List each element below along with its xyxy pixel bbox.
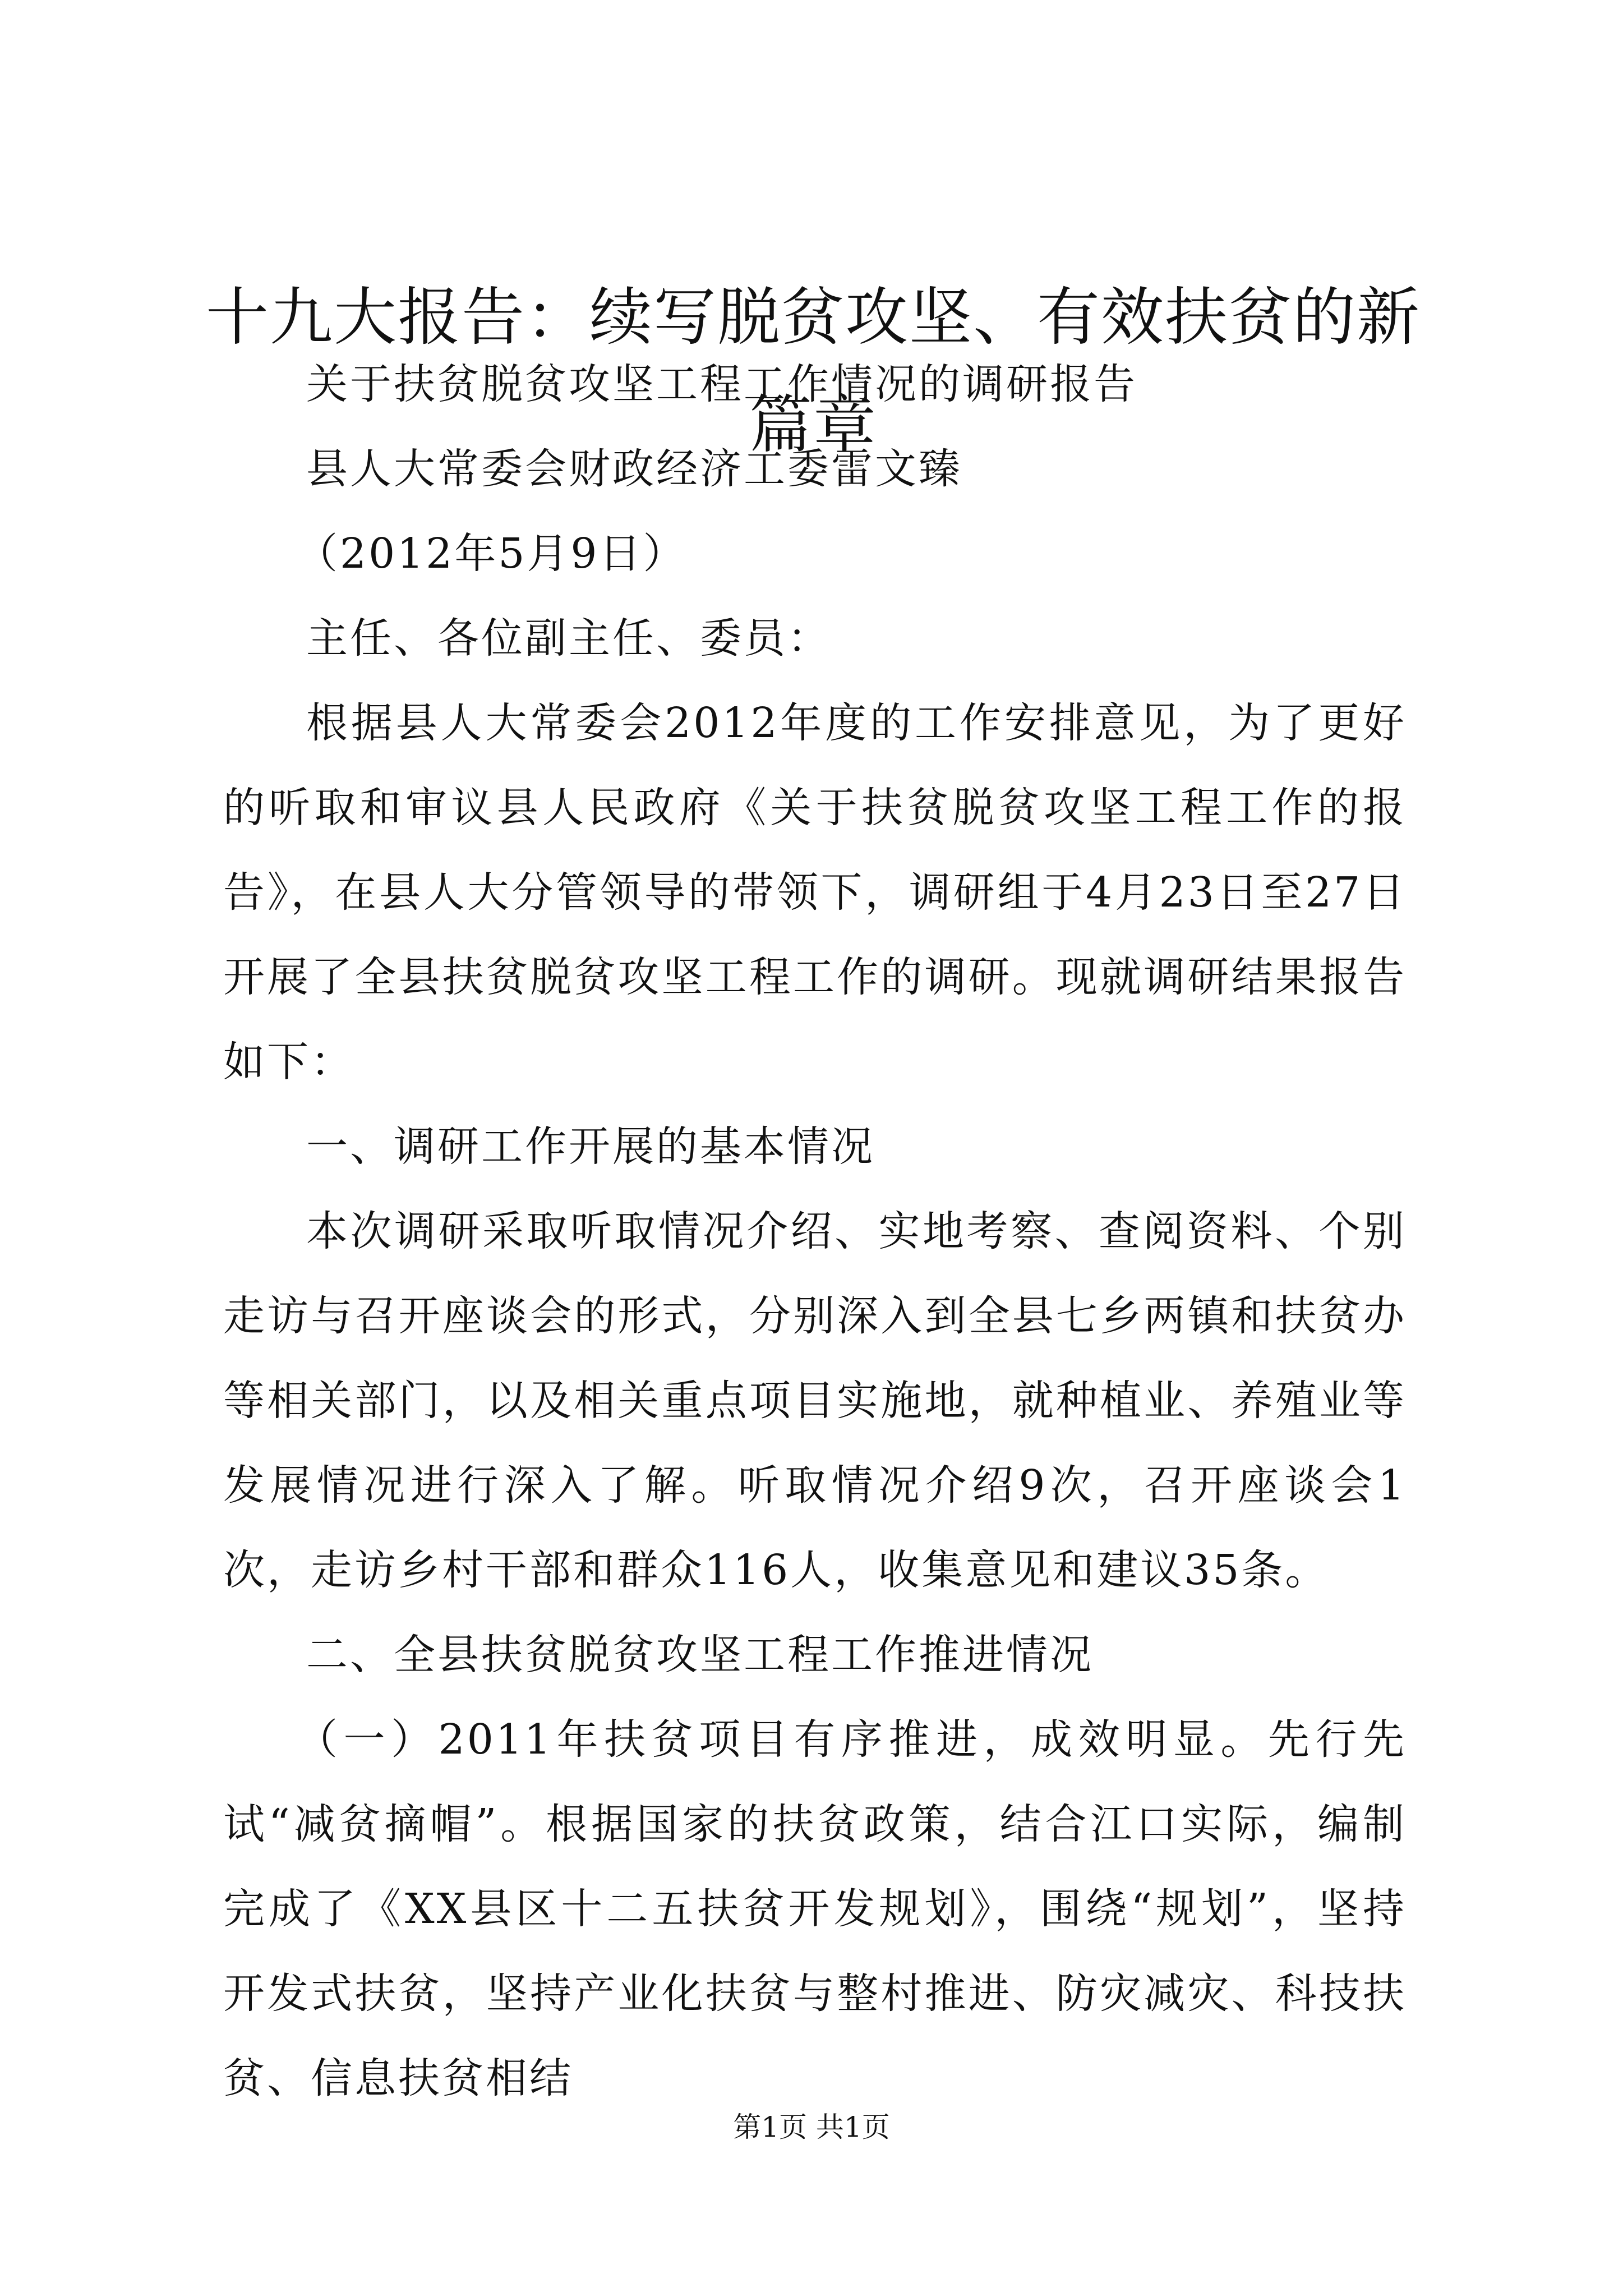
salutation: 主任、各位副主任、委员： bbox=[306, 614, 831, 662]
document-title: 十九大报告：续写脱贫攻坚、有效扶贫的新篇章 bbox=[206, 281, 1421, 462]
section-1-paragraph: 本次调研采取听取情况介绍、实地考察、查阅资料、个别走访与召开座谈会的形式，分别深入到全县七乡两镇和扶贫办等相关部门，以及相关重点项目实施地，就种植业、养殖业等发展情况进行深入了解。听取情况介绍9次，召开座谈会1次，走访乡村干部和群众116人，收集意见和建议35条。 bbox=[223, 1207, 1407, 1594]
page-footer bbox=[0, 2110, 1623, 2144]
section-heading-1: 一、调研工作开展的基本情况 bbox=[306, 1122, 875, 1171]
section-2-paragraph: （一）2011年扶贫项目有序推进，成效明显。先行先试“减贫摘帽”。根据国家的扶贫政策，结合江口实际，编制完成了《XX县区十二五扶贫开发规划》，围绕“规划”，坚持开发式扶贫，坚持产业化扶贫与整村推进、防灾减灾、科技扶贫、信息扶贫相结 bbox=[223, 1715, 1407, 2102]
section-heading-2: 二、全县扶贫脱贫攻坚工程工作推进情况 bbox=[306, 1631, 1094, 1679]
intro-paragraph: 根据县人大常委会2012年度的工作安排意见，为了更好的听取和审议县人民政府《关于扶贫脱贫攻坚工程工作的报告》，在县人大分管领导的带领下，调研组于4月23日至27日开展了全县扶贫脱贫攻坚工程工作的调研。现就调研结果报告如下： bbox=[223, 699, 1407, 1086]
document-body bbox=[223, 342, 1407, 2121]
author-line: 县人大常委会财政经济工委雷文臻 bbox=[306, 445, 962, 493]
page-number-label: 第1页 共1页 bbox=[733, 2111, 890, 2143]
date-line: （2012年5月9日） bbox=[296, 530, 687, 578]
report-heading: 关于扶贫脱贫攻坚工程工作情况的调研报告 bbox=[306, 360, 1137, 408]
